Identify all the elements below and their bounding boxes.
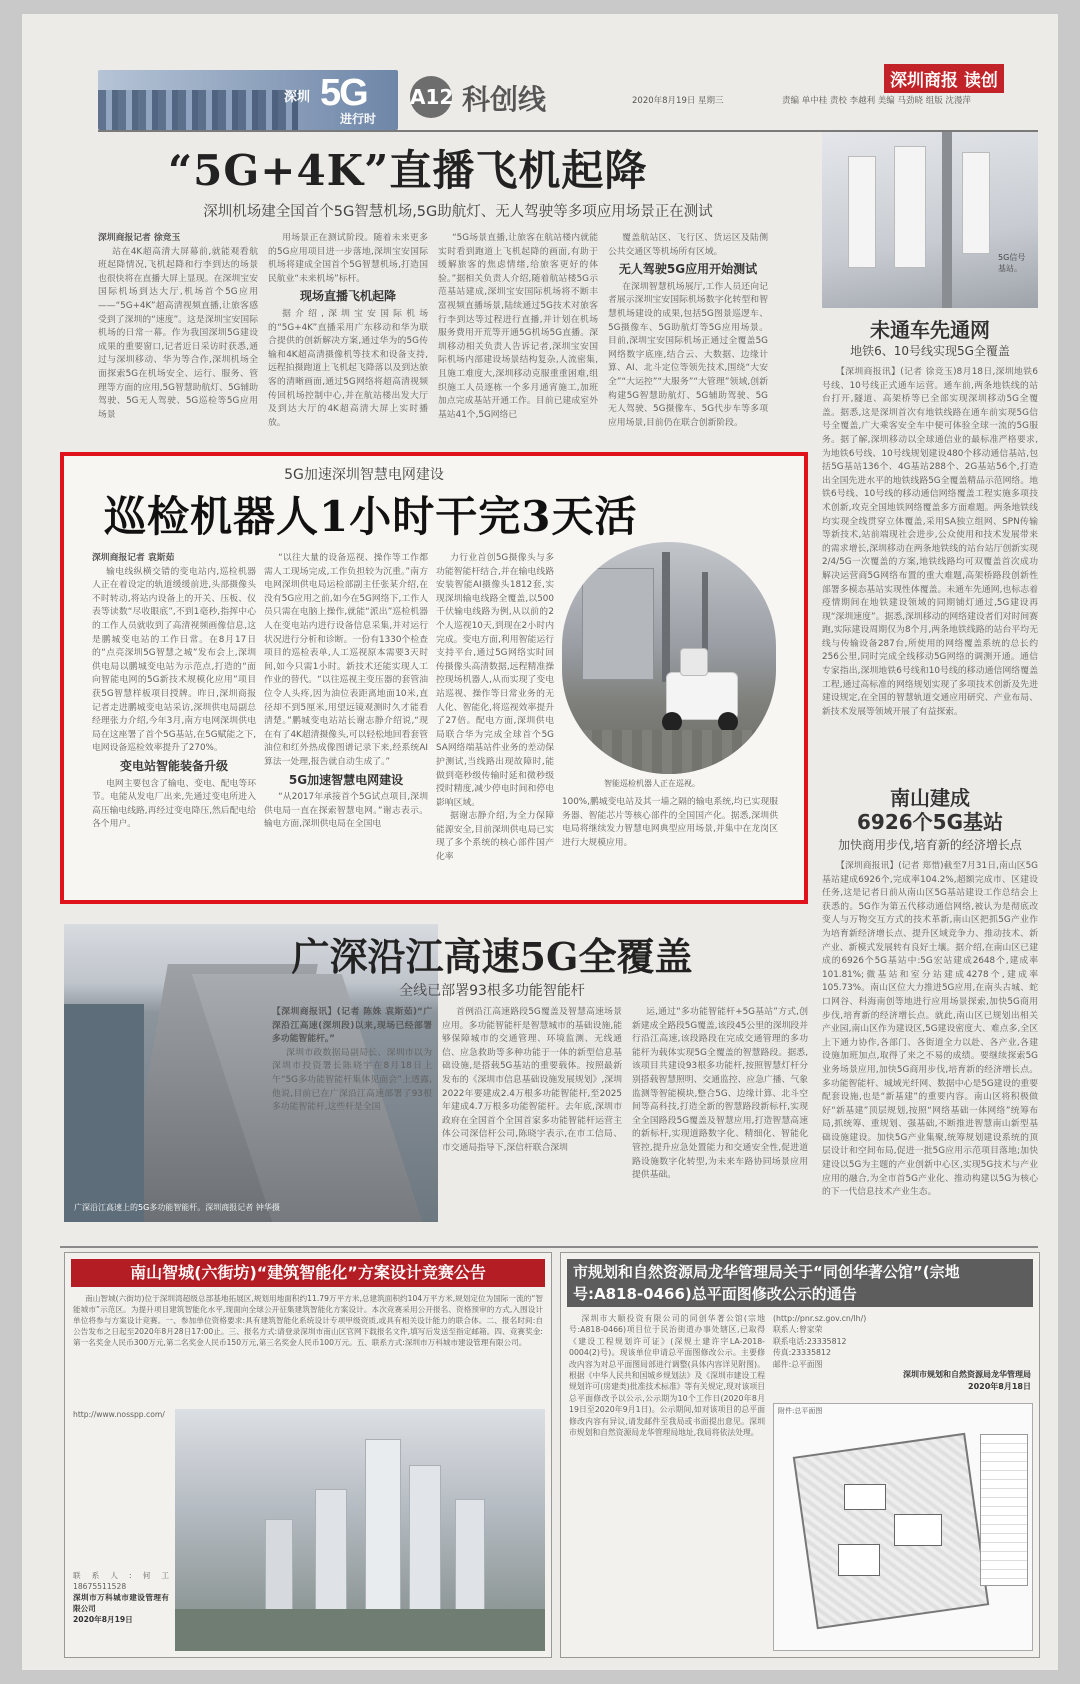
article1-col1-text: 站在4K超高清大屏幕前,就能观看航班起降情况,飞机起降和行李到达的场景也很快将在直播大屏上显现。在深圳宝安国际机场到达大厅,机场首个5G应用——“5G+4K”超高清视频直播,让旅客感受到了深圳的“速度”。这是深圳宝安国际机场的日常一幕。作为我国深圳5G建设成果的重要窗口,记者近日采访时获悉,通过与深圳移动、华为等合作,深圳机场全面探索5G在机场安全、运行、服务、管理等方面的应用,5G智慧助航灯、5G辅助驾驶、5G无人驾驶、5G巡检等5G应用场景 <box>98 246 258 420</box>
site-plan-building <box>844 1484 886 1510</box>
article5-byline: 【深圳商报讯】(记者 陈姝 袁斯茹)“广深沿江高速(深圳段)以来,现场已经部署多功能智能杆。” <box>272 1007 432 1045</box>
article1-col4-heading: 无人驾驶5G应用开始测试 <box>618 262 758 277</box>
substation-structure <box>582 568 654 680</box>
article5-subtitle: 全线已部署93根多功能智能杆 <box>399 983 585 999</box>
article4-title: 南山建成 <box>890 786 970 810</box>
ad-nanshan-side <box>73 1409 169 1649</box>
ground <box>562 730 776 774</box>
ad-longhua-date: 2020年8月18日 <box>968 1382 1031 1391</box>
article4-text-body: 【深圳商报讯】(记者 郑惜)截至7月31日,南山区5G基站建成6926个,完成率104.2%,超额完成市、区建设任务,这是记者日前从南山区5G基站建设工作总结会上获悉的。5G作为第五代移动通信网络,被认为是彻底改变人与万物交互方式的技术革新,南山区把抓5G产业作为培育新经济增长点、提升区域竞争力、推动技术、新产业、新模式发展转有良好土壤。据介绍,在南山区已建成的6926个5G基站中:5G宏站建成2648个,建成率101.81%;微基站和室分站建成4278个,建成率105.73%。南山区位大力推进5G应用,在南头古城、蛇口网谷、科海南创等地进行应用场景探索,加快5G商用步伐,培育新的经济增长点。就此,南山区已规划出相关产业园,南山区作为建设区,5G建设密度大、难点多,全区上下通力协作,各部门、各街道全力以赴、各产业,各建设施加班加点,取得了来之不易的成绩。要继续探索5G业务场景应用,加快5G商用步伐,培育新的经济增长点。多功能智能杆、城域光纤网、数据中心是5G建设的重要配套设施,也是“新基建”的重要内容。南山区将积极做好“新基建”顶层规划,按照“网络基础一体网络”统筹布局,抓统筹、重规划、强基础,不断推进智慧南山新型基础设施建设。加快5G产业集聚,统筹规划建设系统的顶层设计和空间布局,促进一批5G应用示范项目落地;加快建设以5G为主题的产业创新中心区,实现5G技术与产业应用的融合,为全市首5G产业化、推动构建以5G为核心的下一代信息技术产业生态。 <box>822 861 1038 1198</box>
ad-nanshan-title: 南山智城(六街坊)“建筑智能化”方案设计竞赛公告 <box>71 1259 545 1287</box>
ad-nanshan-signature: 深圳市万科城市建设管理有限公司 <box>73 1593 169 1613</box>
article3-col3-text: 力行业首创5G摄像头与多功能智能杆结合,并在输电线路安装智能AI摄像头1812套,实现深圳输电线路全覆盖,以500千伏输电线路为例,从以前的2个人巡视10天,到现在2小时内完成。变电方面,利用智能运行支持平台,通过5G网络实时回传摄像头高清数据,远程精准操控现场机器人,从而实现了变电站巡视、操作等日常业务的无人化、智能化,将巡视效率提升了27倍。配电方面,深圳供电局联合华为完成全球首个5G SA网络端基站件业务的差动保护测试,当线路出现故障时,能做到毫秒级传输时延和微秒级授时精度,减少停电时间和停电影响区域。 <box>436 553 554 808</box>
robot-wheel <box>718 712 738 732</box>
article2-subtitle: 地铁6、10号线实现5G全覆盖 <box>850 344 1010 358</box>
article5-col3 <box>632 1006 808 1216</box>
ad-longhua <box>560 1252 1040 1658</box>
article3-byline: 深圳商报记者 袁斯茹 <box>92 553 175 563</box>
ad-longhua-map <box>773 1403 1033 1651</box>
water <box>64 1004 144 1222</box>
ad-longhua-person: 联系人:曾家荣 <box>773 1325 823 1335</box>
robot-photo <box>562 542 776 774</box>
ad-longhua-text <box>569 1313 765 1649</box>
article3-col4-text: 100%,鹏城变电站及其一墙之隔的输电系统,均已实现服务器、智能芯片等核心部件的全国国产化。据悉,深圳供电局将继续发力智慧电网典型应用场景,并集中在龙岗区进行大规模应用。 <box>562 797 778 848</box>
article4-title2: 6926个5G基站 <box>857 810 1003 834</box>
site-plan-building <box>838 1544 880 1576</box>
highlight-box <box>60 452 808 904</box>
site-plan-outline <box>793 1433 990 1630</box>
ad-nanshan <box>64 1252 552 1658</box>
article1-col1 <box>98 232 258 444</box>
article1-title: “5G+4K”直播飞机起降 <box>168 146 648 195</box>
article3-col1-text: 输电线纵横交错的变电站内,巡检机器人正在着设定的轨道缓缓前进,头部摄像头不时转动,将站内设备上的开关、压板、仪表等读数“尽收眼底”,不到1毫秒,指挥中心的工作人员就收到了高清视频画像信息,这是鹏城变电站的工作日常。在8月17日的“点亮深圳5G智慧之城”发布会上,深圳供电局以鹏城变电站为示范点,打造的“面向智能电网的5G新技术规模化应用”项目获5G智慧样板项目授牌。昨日,深圳商报记者走进鹏城变电站采访,深圳供电局副总经理张力介绍,今年3月,南方电网深圳供电局在这座署了首个5G基站,在5G赋能之下,电网设备巡检效率提升了270%。 <box>92 566 256 754</box>
antenna-pole <box>942 132 952 308</box>
article5-col1-text: 深圳市政数据局副局长、深圳市以为深圳市投资署长陈晓宇在8月18日上午“5G多功能智能杆集体见面会”上透露,他说,目前已在广深沿江高速部署了93根多功能智能杆,这些杆是全国 <box>272 1047 432 1113</box>
ad-nanshan-contact: 联系人:何工 18675511528 <box>73 1571 169 1591</box>
article4-text <box>822 860 1038 1238</box>
article3-col1b-text: 电网主要包含了输电、变电、配电等环节。电能从发电厂出来,先通过变电所进入高压输电线路,再经过变电降压,然后配电给各个用户。 <box>92 778 256 830</box>
article3-title: 巡检机器人1小时干完3天活 <box>104 492 638 541</box>
ad-longhua-phone: 联系电话:23335812 <box>773 1336 847 1346</box>
base-station-caption: 5G信号基站。 <box>998 253 1026 273</box>
page-number: A12 <box>410 85 454 109</box>
ad-longhua-url: (http://pnr.sz.gov.cn/lh/) <box>773 1314 867 1323</box>
article2-title: 未通车先通网 <box>870 318 990 342</box>
editors-line: 责编 单中桂 责校 李越利 美编 马劲晓 组版 沈漫萍 <box>782 96 971 106</box>
masthead-banner <box>98 70 398 130</box>
ad-nanshan-text-body: 南山智城(六街坊)位于深圳湾超级总部基地拓展区,规划用地面积约11.79万平方米,总建筑面积约104万平方米,规划定位为国际一流的“智能城市”示范区。为提升项目建筑智能化水平,现面向全球公开征集建筑智能化方案设计。本次竞赛采用公开报名、资格预审的方式,入围设计单位将参与方案设计竞赛。一、参加单位资格要求:具有建筑智能化系统设计专项甲级资质,或具有相关设计能力的联合体。二、报名时间:自公告发布之日起至2020年8月28日17:00止。三、报名方式:请登录深圳市南山区官网下载报名文件,填写后发送至指定邮箱。四、竞赛奖金:第一名奖金人民币300万元,第二名奖金人民币150万元,第三名奖金人民币100万元。五、联系方式:深圳市万科城市建设管理有限公司。 <box>73 1294 543 1347</box>
robot-wheel <box>662 712 682 732</box>
article5-col2-text: 首例沿江高速路段5G覆盖及智慧高速场景应用。多功能智能杆是智慧城市的基础设施,能够保障城市的交通管理、环境监测、无线通信、应急救助等多种功能于一体的新型信息基础设施,是搭载5G基站的重要载体。按照最新发布的《深圳市信息基础设施发展规划》,深圳2022年要建成2.4万根多功能智能杆,至2025年建成4.7万根多功能智能杆。去年底,深圳市政府在全国首个全国首家多功能智能杆运营主体公司深信杆公司,陈晓宇表示,在市工信局、市交通局指导下,深信杆联合深圳 <box>442 1007 622 1153</box>
article2-text <box>822 366 1038 766</box>
article1-col2b-text: 据介绍,深圳宝安国际机场的“5G+4K”直播采用广东移动和华为联合提供的创新解决方案,通过华为的5G传输和4K超高清摄像机等技术和设备支持,远程拍摄跑道上飞机起飞降落以及到达旅客的清晰画面,通过5G网络将超高清视频传回机场控制中心,并在航站楼出发大厅及到达大厅的4K超高清大屏上实时播放。 <box>268 308 428 428</box>
robot-camera <box>680 648 708 676</box>
brand-logo: 深圳商报 读创 <box>884 64 1004 93</box>
article3-col3b-text: 据谢志静介绍,为全力保障能源安全,目前深圳供电局已实现了多个系统的核心部件国产化率 <box>436 811 554 863</box>
expressway-caption: 广深沿江高速上的5G多功能智能杆。深圳商报记者 钟华摄 <box>74 1203 280 1212</box>
bottom-rule <box>60 1246 1038 1248</box>
robot-photo-caption: 智能巡检机器人正在巡视。 <box>604 779 700 788</box>
article5-title: 广深沿江高速5G全覆盖 <box>291 934 693 979</box>
antenna-panel <box>848 156 876 268</box>
ad-longhua-signature: 深圳市规划和自然资源局龙华管理局 <box>903 1370 1031 1379</box>
ad-nanshan-url: http://www.nosspp.com/ <box>73 1410 165 1419</box>
article3-kicker: 5G加速深圳智慧电网建设 <box>284 467 444 483</box>
article2-text-body: 【深圳商报讯】(记者 徐竞玉)8月18日,深圳地铁6号线、10号线正式通车运营。通车前,两条地铁线的站台打开,隧道、高架桥等已全部实现深圳移动5G全覆盖。据悉,这是深圳首次有地铁线路在通车前实现5G信号全覆盖,广大乘客安全车中便可体验全球一流的5G服务。据了解,深圳移动以全球通信业的最标准严格要求,为地铁6号线、10号线规划建设480个移动通信基站,包括5G基站136个、4G基站288个、2G基站56个,打造出全国先进水平的地铁线路5G全覆盖精品示范网络。地铁6号线、10号线的移动通信网络覆盖工程实施多项技术创新,攻克全国地铁网络覆盖多方面难题。两条地铁线均实现全线贯穿立体覆盖,采用SA独立组网、SPN传输等新技术,站前端现社会进步,公众使用和技术发展带来的需求增长,深圳移动在两条地铁线的站台站厅创新实现2/4/5G一次覆盖的方案,地铁线路均可双覆盖首次成功解决运营商5G网络布置的重大难题,高架桥路段创新性部署多模态基站实现性体覆盖。未通车先通网,也标志着疫情期间在地铁建设领域的同期铺灯通过,5G建设再现“深圳速度”。据悉,深圳移动的网络建设者们对时间赛跑,实际建设周期仅为8个月,两条地铁线路的站台平均无线与传输设备287台,所使用的网络覆盖系统的总长约256公里,同时完成全线移动5G网络的调测开通。通信专家指出,深圳地铁6号线和10号线的移动通信网络覆盖工程,通过高标准的网络规划实现了多项技术创新及先进建设规定,在全国的智慧轨道交通应用研究、产业布局、新技术发展等领域开展了有益探索。 <box>822 367 1038 717</box>
article1-col3-text: “5G场景直播,让旅客在航站楼内就能实时看到跑道上飞机起降的画面,有助于缓解旅客的焦虑情绪,给旅客更好的体验。”据相关负责人介绍,随着航站楼5G示范基站建成,深圳宝安国际机场将不断丰富视频直播场景,陆续通过5G技术对旅客行李到达等过程进行直播,并计划在机场服务费用开荒等开通5G机场5G直播。深圳移动相关负责人告诉记者,深圳宝安国际机场内部建设场景结构复杂,人流密集,且施工难度大,深圳移动克服重重困难,组织施工人员逐栋一个多月通宵施工,加班加点完成基站开通工作。目前已建成室外基站41个,5G网络已 <box>438 233 598 420</box>
article1-col2 <box>268 232 428 444</box>
section-name: 科创线 <box>462 83 547 116</box>
article3-col3 <box>436 552 554 892</box>
article5-col2 <box>442 1006 622 1216</box>
article3-col2 <box>264 552 428 892</box>
skyline-graphic <box>98 90 298 130</box>
tower-building <box>365 1439 401 1631</box>
article3-col2b-text: “从2017年承接首个5G试点项目,深圳供电局一直在探索智慧电网。”谢志表示。输电方面,深圳供电局在全国电 <box>264 792 428 830</box>
ad-longhua-map-label: 附件:总平面图 <box>778 1407 823 1415</box>
antenna-panel <box>894 146 926 268</box>
article1-col3 <box>438 232 598 444</box>
article4-subtitle: 加快商用步伐,培育新的经济增长点 <box>838 838 1022 852</box>
site-plan-table <box>980 1434 1028 1586</box>
base-station-photo <box>822 132 1038 308</box>
site-plan-building <box>894 1514 942 1546</box>
banner-sub: 进行时 <box>340 112 377 126</box>
ad-nanshan-date: 2020年8月19日 <box>73 1615 133 1624</box>
article1-byline: 深圳商报记者 徐竞玉 <box>98 233 181 243</box>
greenery <box>175 1609 545 1651</box>
article3-col4 <box>562 796 778 892</box>
page-number-badge <box>410 76 452 118</box>
article5-col1 <box>272 1006 432 1216</box>
newspaper-page <box>22 14 1058 1670</box>
article3-col2-text: “以往大量的设备巡视、操作等工作都需人工现场完成,工作负担较为沉重。”南方电网深圳供电局运检部副主任张某介绍,在没有5G应用之前,如今在5G网络下,工作人员只需在电脑上操作,就能“派出”巡检机器人在变电站内进行设备信息采集,并对运行状况进行分析和诊断。一份有1330个检查项目的巡检表单,人工巡视原本需要3天时间,如今只需1小时。新技术还能实现人工作业的替代。“以往巡视主变压器的套管油位令人头疼,因为油位表距离地面10米,直径却不到5厘米,用望远镜观测时久才能看清楚。”鹏城变电站站长谢志静介绍说,“现在有了4K超清摄像头,可以轻松地回看套管油位和红外热成像图谱记录下来,经系统AI算法一处理,报告就自动生成了。” <box>264 553 428 767</box>
article1-col2-heading: 现场直播飞机起降 <box>299 289 396 304</box>
article1-subtitle: 深圳机场建全国首个5G智慧机场,5G助航灯、无人驾驶等多项应用场景正在测试 <box>203 204 713 220</box>
article1-col4-text: 覆盖航站区、飞行区、货运区及陆侧公共交通区等机场所有区域。 <box>608 233 768 257</box>
antenna-panel <box>962 152 990 254</box>
article3-col1-heading: 变电站智能装备升级 <box>119 758 228 773</box>
article3-col2-heading: 5G加速智慧电网建设 <box>288 772 404 787</box>
ad-longhua-title: 市规划和自然资源局龙华管理局关于“同创华著公馆”(宗地号:A818-0466)总平面图修改公示的通告 <box>567 1259 1033 1307</box>
article1-col4b-text: 在深圳智慧机场展厅,工作人员还向记者展示深圳宝安国际机场数字化转型和智慧机场建设的成果,包括5G图景巡逻车、5G摄像车、5G助航灯等5G应用场景。目前,深圳宝安国际机场正通过全覆盖5G网络数字底座,结合云、大数据、边缘计算、AI、北斗定位等领先技术,围绕“大安全”“大运控”“大服务”“大管理”领域,创新构建5G智慧助航灯、5G辅助驾驶、5G无人驾驶、5G摄像车、5G代步车等多项应用场景,目前仍在联合创新阶段。 <box>608 281 768 428</box>
ad-nanshan-text <box>73 1293 543 1405</box>
article1-col4 <box>608 232 768 444</box>
article5-col3-text: 运,通过“多功能智能杆+5G基站”方式,创新建成全路段5G覆盖,该段45公里的深圳段并行沿江高速,该段路段在完成交通管理的多功能杆为载体实现5G全覆盖的智慧路段。据悉,该项目共建设93根多功能杆,按照智慧灯杆分别搭载智慧照明、交通监控、应急广播、气象监测等智能模块,整合5G、边缘计算、北斗空间等高科技,打造全新的智慧路段新标杆,实现全全国路段5G覆盖及智慧应用,打造智慧高速的新标杆,实现道路数字化、精细化、智能化管控,提升应急处置能力和交通安全性,促进道路设施数字化转型,为未来车路协同场景应用提供基础。 <box>632 1007 808 1181</box>
ad-longhua-fax: 传真:23335812 <box>773 1348 831 1358</box>
ad-longhua-text-body: 深圳市大顺投资有限公司的同创华著公馆(宗地号:A818-0466)项目位于民治街道办事处辖区,已取得《建设工程规划许可证》(深规土建许字LA-2018-0004(2)号)。现该单位申请总平面图修改公示。主要修改内容为对总平面图局部进行调整(具体内容详见附图)。根据《中华人民共和国城乡规划法》及《深圳市建设工程规划许可(房建类)批准技术标准》等有关规定,现对该项目总平面修改予以公示,公示期为10个工作日(2020年8月19日至2020年9月1日)。公示期间,如对该项目的总平面修改内容有异议,请发邮件至我局或书面提出意见。深圳市规划和自然资源局龙华管理局地址,我局将依法处理。 <box>569 1314 765 1438</box>
banner-5g: 5G <box>320 72 367 114</box>
banner-city: 深圳 <box>284 90 311 105</box>
article3-col1 <box>92 552 256 892</box>
article1-col2-text: 用场景正在测试阶段。随着未来更多的5G应用项目进一步落地,深圳宝安国际机场将建成全国首个5G智慧机场,打造国民航业“未来机场”标杆。 <box>268 233 428 284</box>
tower-building <box>409 1465 441 1627</box>
substation-structure <box>662 552 670 682</box>
date-line: 2020年8月19日 星期三 <box>632 96 724 106</box>
ad-longhua-address: 邮件:总平面图 <box>773 1359 823 1369</box>
ad-nanshan-rendering <box>175 1409 545 1651</box>
